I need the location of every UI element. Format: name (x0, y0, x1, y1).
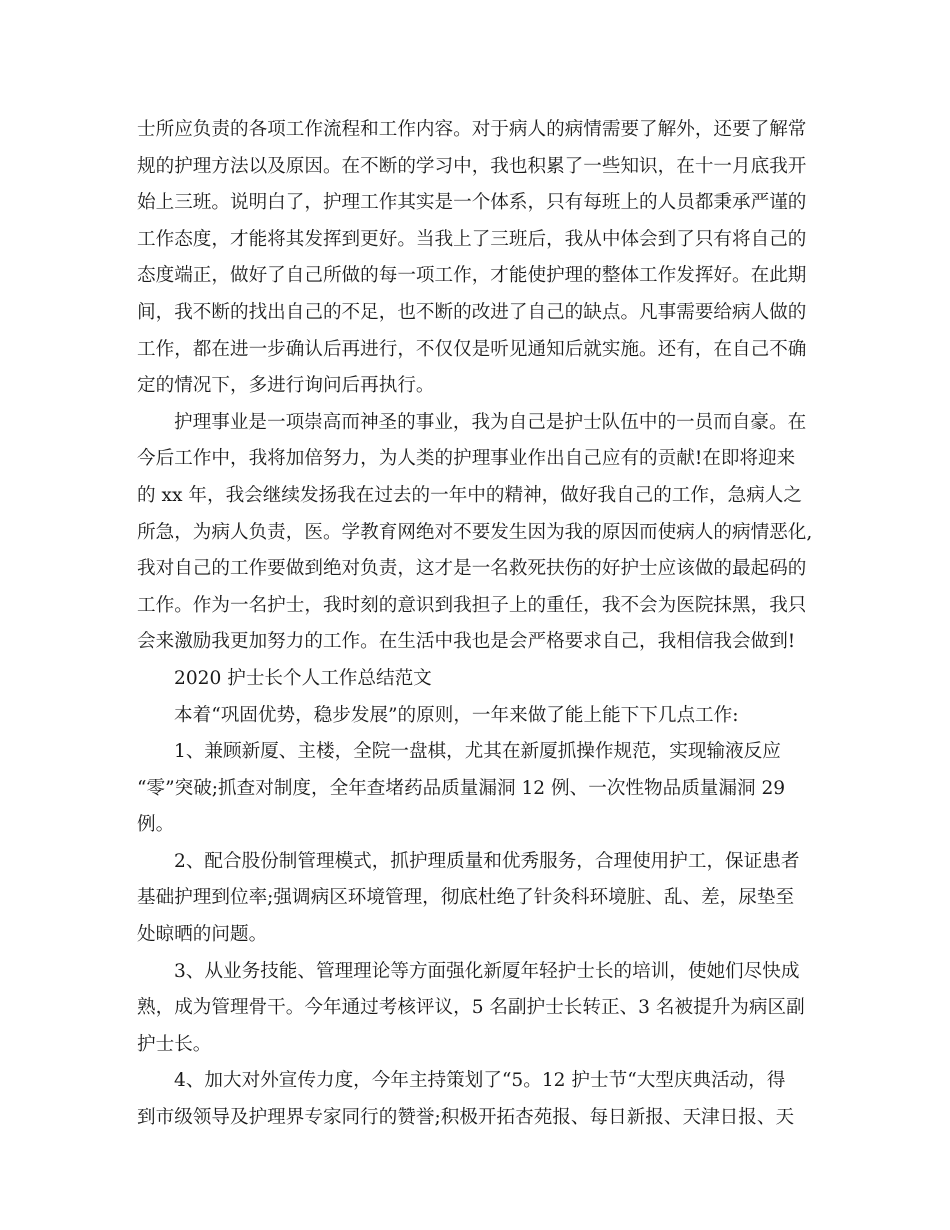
text-line: 定的情况下，多进行询问后再执行。 (137, 375, 435, 397)
text-line: 基础护理到位率;强调病区环境管理，彻底杜绝了针灸科环境脏、乱、差，尿垫至 (137, 887, 795, 909)
text-line: 1、兼顾新厦、主楼，全院一盘棋，尤其在新厦抓操作规范，实现输液反应 (174, 741, 781, 763)
text-line: 态度端正，做好了自己所做的每一项工作，才能使护理的整体工作发挥好。在此期 (137, 265, 807, 287)
text-line: 工作态度，才能将其发挥到更好。当我上了三班后，我从中体会到了只有将自己的 (137, 228, 807, 250)
text-line: 本着“巩固优势，稳步发展”的原则，一年来做了能上能下下几点工作: (174, 704, 739, 726)
text-line: 2020 护士长个人工作总结范文 (174, 667, 432, 689)
text-line: 熟，成为管理骨干。今年通过考核评议，5 名副护士长转正、3 名被提升为病区副 (137, 997, 805, 1019)
text-line: 护理事业是一项崇高而神圣的事业，我为自己是护士队伍中的一员而自豪。在 (174, 411, 807, 433)
text-line: 规的护理方法以及原因。在不断的学习中，我也积累了一些知识，在十一月底我开 (137, 155, 807, 177)
text-line: 3、从业务技能、管理理论等方面强化新厦年轻护士长的培训，使她们尽快成 (174, 960, 800, 982)
text-line: 间，我不断的找出自己的不足，也不断的改进了自己的缺点。凡事需要给病人做的 (137, 301, 807, 323)
document-body (137, 112, 827, 1137)
text-line: 工作。作为一名护士，我时刻的意识到我担子上的重任，我不会为医院抹黑，我只 (137, 594, 807, 616)
text-line: 工作，都在进一步确认后再进行，不仅仅是听见通知后就实施。还有，在自己不确 (137, 338, 807, 360)
text-line: 到市级领导及护理界专家同行的赞誉;积极开拓杏苑报、每日新报、天津日报、天 (137, 1107, 795, 1129)
text-line: 4、加大对外宣传力度，今年主持策划了“5。12 护士节“大型庆典活动，得 (174, 1070, 786, 1092)
text-line: 会来激励我更加努力的工作。在生活中我也是会严格要求自己，我相信我会做到! (137, 631, 796, 653)
text-line: 2、配合股份制管理模式，抓护理质量和优秀服务，合理使用护工，保证患者 (174, 850, 800, 872)
text-line: 护士长。 (137, 1033, 212, 1055)
text-line: 所急，为病人负责，医。学教育网绝对不要发生因为我的原因而使病人的病情恶化, (137, 521, 813, 543)
text-line: “零”突破;抓查对制度，全年查堵药品质量漏洞 12 例、一次性物品质量漏洞 29 (137, 777, 786, 799)
text-line: 的 xx 年，我会继续发扬我在过去的一年中的精神，做好我自己的工作，急病人之 (137, 484, 802, 506)
text-line: 例。 (137, 814, 175, 836)
text-line: 始上三班。说明白了，护理工作其实是一个体系，只有每班上的人员都秉承严谨的 (137, 192, 807, 214)
text-line: 士所应负责的各项工作流程和工作内容。对于病人的病情需要了解外，还要了解常 (137, 119, 807, 140)
text-line: 今后工作中，我将加倍努力，为人类的护理事业作出自己应有的贡献!在即将迎来 (137, 448, 796, 470)
text-line: 处晾晒的问题。 (137, 924, 268, 946)
text-line: 我对自己的工作要做到绝对负责，这才是一名救死扶伤的好护士应该做的最起码的 (137, 558, 807, 580)
